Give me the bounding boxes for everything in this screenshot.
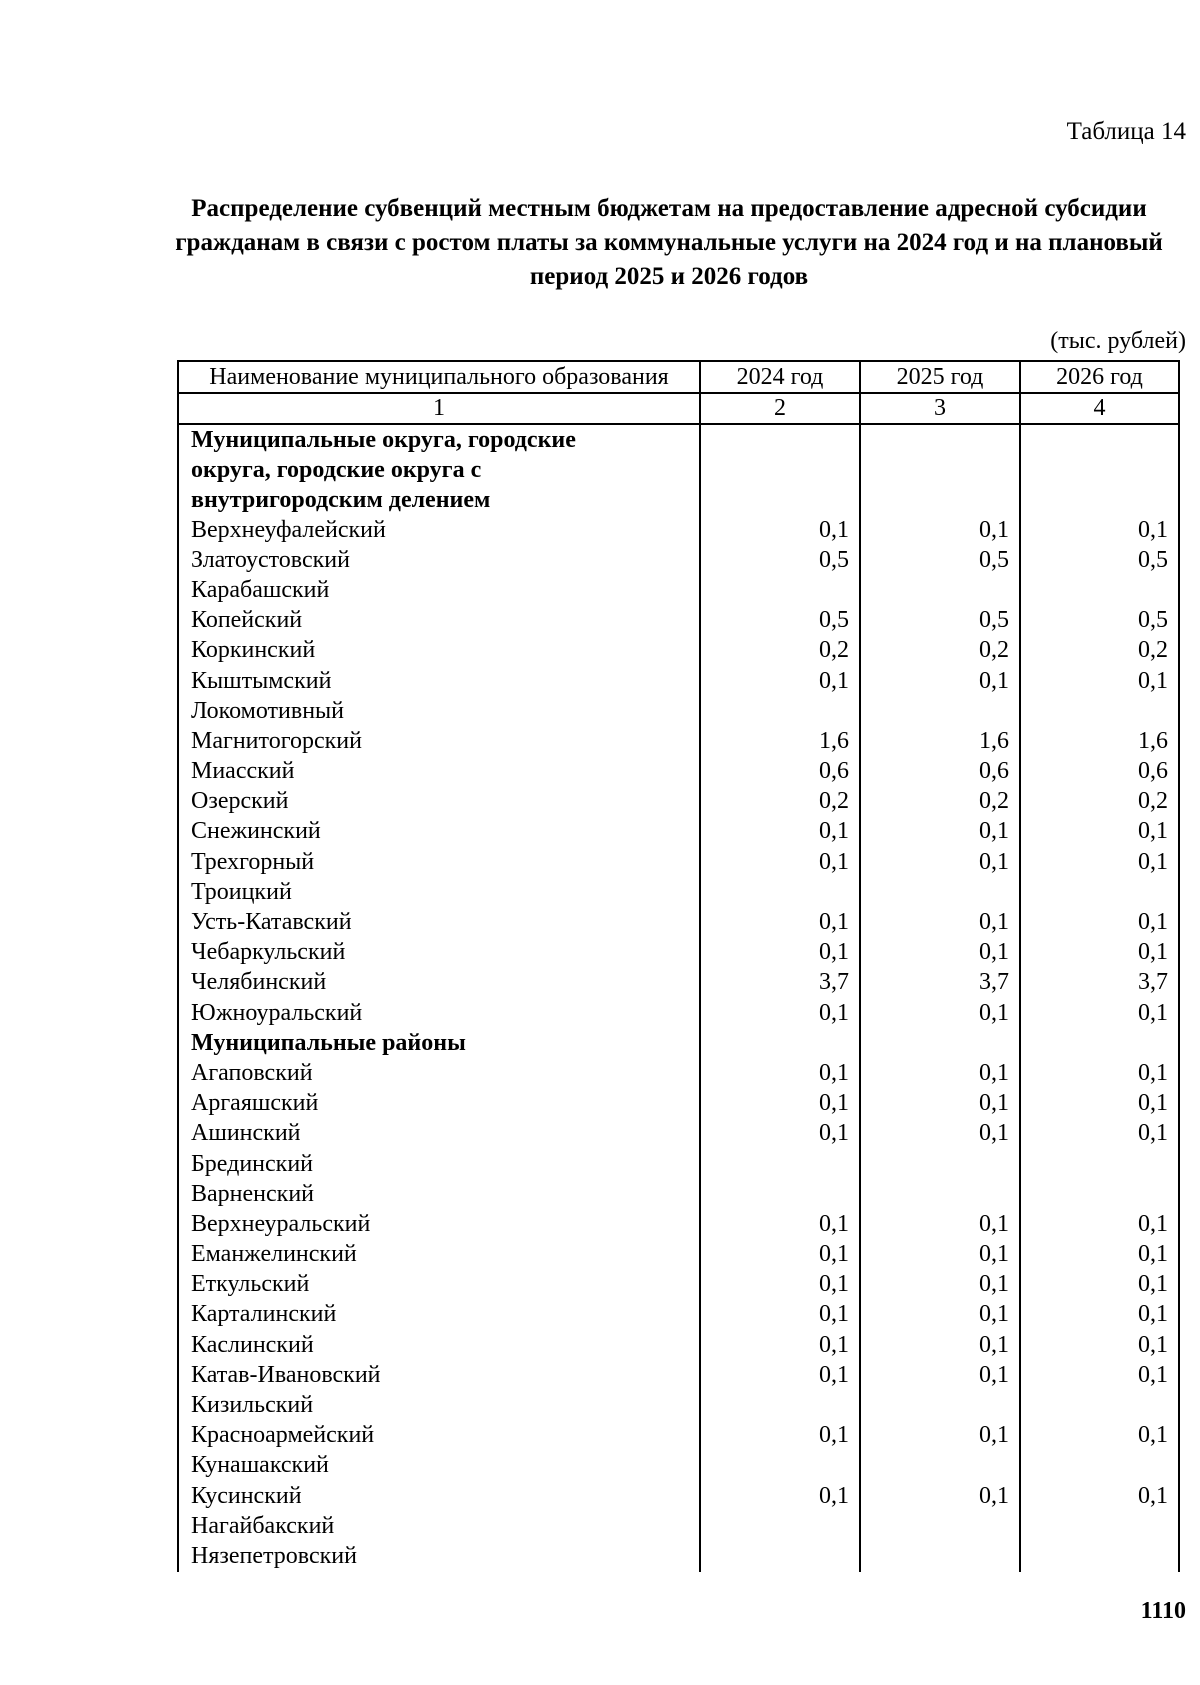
- value-2026: 0,1: [1020, 1361, 1179, 1391]
- value-2026: 0,1: [1020, 1482, 1179, 1512]
- value-2025: [860, 1391, 1020, 1421]
- value-2026: 0,1: [1020, 817, 1179, 847]
- value-2025: 0,1: [860, 1119, 1020, 1149]
- group-heading-row: [178, 1029, 1179, 1059]
- value-2024: [700, 1391, 860, 1421]
- value-2026: [1020, 1391, 1179, 1421]
- value-2025: 0,1: [860, 1059, 1020, 1089]
- value-2026: 0,6: [1020, 757, 1179, 787]
- value-2026: 0,1: [1020, 1270, 1179, 1300]
- table-row: [178, 1119, 1179, 1149]
- municipality-name: Кизильский: [178, 1391, 700, 1421]
- value-2026: [1020, 1150, 1179, 1180]
- municipality-name: Миасский: [178, 757, 700, 787]
- value-2024: 0,1: [700, 1240, 860, 1270]
- table-row: [178, 546, 1179, 576]
- value-2025: 0,1: [860, 999, 1020, 1029]
- table-header: [178, 361, 1179, 424]
- value-2026: 0,1: [1020, 908, 1179, 938]
- value-2026: 0,5: [1020, 546, 1179, 576]
- value-2025: 0,5: [860, 546, 1020, 576]
- value-2024: 0,1: [700, 817, 860, 847]
- value-2026: 0,1: [1020, 1421, 1179, 1451]
- value-2024: 0,1: [700, 1421, 860, 1451]
- table-row: [178, 817, 1179, 847]
- table-row: [178, 1391, 1179, 1421]
- municipality-name: Кунашакский: [178, 1451, 700, 1481]
- value-2024: 0,1: [700, 938, 860, 968]
- table-row: [178, 999, 1179, 1029]
- value-2025: 0,1: [860, 1331, 1020, 1361]
- value-2026: 0,1: [1020, 516, 1179, 546]
- municipality-name: Озерский: [178, 787, 700, 817]
- value-2025: [860, 1512, 1020, 1542]
- value-2024: 0,1: [700, 1089, 860, 1119]
- table-row: [178, 697, 1179, 727]
- municipality-name: Кусинский: [178, 1482, 700, 1512]
- column-header-2024: 2024 год: [700, 361, 860, 393]
- column-number-4: 4: [1020, 393, 1179, 424]
- municipality-name: Аргаяшский: [178, 1089, 700, 1119]
- group-heading-municipal-areas: Муниципальные районы: [178, 1029, 700, 1059]
- municipality-name: Еткульский: [178, 1270, 700, 1300]
- value-2024: 0,6: [700, 757, 860, 787]
- value-2026: [1020, 1180, 1179, 1210]
- value-2024: 0,5: [700, 546, 860, 576]
- value-2026: 0,1: [1020, 1300, 1179, 1330]
- value-2025: [860, 1180, 1020, 1210]
- column-number-row: [178, 393, 1179, 424]
- column-header-2026: 2026 год: [1020, 361, 1179, 393]
- value-2024: [700, 1451, 860, 1481]
- value-2024: 0,1: [700, 1119, 860, 1149]
- value-2025: [860, 1150, 1020, 1180]
- value-2025: 0,5: [860, 606, 1020, 636]
- value-2026: 0,1: [1020, 1210, 1179, 1240]
- municipality-name: Нагайбакский: [178, 1512, 700, 1542]
- value-2024: 0,1: [700, 516, 860, 546]
- group-heading-row: [178, 424, 1179, 516]
- value-2024: 0,1: [700, 999, 860, 1029]
- value-2025: [860, 576, 1020, 606]
- table-row: [178, 1421, 1179, 1451]
- value-2025: 0,1: [860, 1482, 1020, 1512]
- table-row: [178, 1240, 1179, 1270]
- municipality-name: Варненский: [178, 1180, 700, 1210]
- value-2024: 1,6: [700, 727, 860, 757]
- value-2026: 0,1: [1020, 999, 1179, 1029]
- value-2024: [700, 697, 860, 727]
- municipality-name: Агаповский: [178, 1059, 700, 1089]
- table-row: [178, 878, 1179, 908]
- value-2026: 0,1: [1020, 848, 1179, 878]
- value-2024: 0,1: [700, 1210, 860, 1240]
- municipality-name: Карабашский: [178, 576, 700, 606]
- value-2025: 0,2: [860, 636, 1020, 666]
- table-row: [178, 1512, 1179, 1542]
- value-2026: 0,1: [1020, 1059, 1179, 1089]
- value-2024: 0,2: [700, 787, 860, 817]
- table-row: [178, 1089, 1179, 1119]
- table-row: [178, 848, 1179, 878]
- value-2025: 0,1: [860, 1421, 1020, 1451]
- table-row: [178, 727, 1179, 757]
- value-2026: 3,7: [1020, 968, 1179, 998]
- value-2025: 0,1: [860, 516, 1020, 546]
- table-row: [178, 1331, 1179, 1361]
- value-2026: [1020, 576, 1179, 606]
- value-2026: 0,1: [1020, 1331, 1179, 1361]
- value-2025: 0,1: [860, 1240, 1020, 1270]
- value-2024: 0,1: [700, 1300, 860, 1330]
- value-2024: 0,1: [700, 1361, 860, 1391]
- value-2025: 0,1: [860, 908, 1020, 938]
- value-2026: 0,1: [1020, 1119, 1179, 1149]
- value-2024: 3,7: [700, 968, 860, 998]
- value-2024: [700, 1150, 860, 1180]
- municipality-name: Верхнеуфалейский: [178, 516, 700, 546]
- municipality-name: Усть-Катавский: [178, 908, 700, 938]
- table-row: [178, 516, 1179, 546]
- value-2024: 0,1: [700, 667, 860, 697]
- municipality-name: Красноармейский: [178, 1421, 700, 1451]
- value-2026: 0,1: [1020, 938, 1179, 968]
- value-2026: 0,1: [1020, 1240, 1179, 1270]
- value-2026: 0,2: [1020, 787, 1179, 817]
- value-2025: 0,2: [860, 787, 1020, 817]
- municipality-name: Локомотивный: [178, 697, 700, 727]
- table-row: [178, 1270, 1179, 1300]
- value-2025: 0,1: [860, 1210, 1020, 1240]
- header-row: [178, 361, 1179, 393]
- table-row: [178, 1361, 1179, 1391]
- value-2025: [860, 878, 1020, 908]
- value-2024: [700, 1180, 860, 1210]
- value-2026: 0,5: [1020, 606, 1179, 636]
- table-row: [178, 576, 1179, 606]
- value-2025: 0,1: [860, 1270, 1020, 1300]
- value-2025: 3,7: [860, 968, 1020, 998]
- table-body: [178, 424, 1179, 1572]
- value-2025: 0,1: [860, 938, 1020, 968]
- table-row: [178, 1451, 1179, 1481]
- municipality-name: Снежинский: [178, 817, 700, 847]
- municipality-name: Коркинский: [178, 636, 700, 666]
- municipality-name: Трехгорный: [178, 848, 700, 878]
- table-row: [178, 1210, 1179, 1240]
- page-number: 1110: [1140, 1598, 1186, 1624]
- municipality-name: Катав-Ивановский: [178, 1361, 700, 1391]
- municipality-name: Нязепетровский: [178, 1542, 700, 1572]
- municipality-name: Брединский: [178, 1150, 700, 1180]
- municipality-name: Магнитогорский: [178, 727, 700, 757]
- value-2026: [1020, 697, 1179, 727]
- municipality-name: Челябинский: [178, 968, 700, 998]
- value-2026: 1,6: [1020, 727, 1179, 757]
- table-row: [178, 787, 1179, 817]
- municipality-name: Еманжелинский: [178, 1240, 700, 1270]
- table-row: [178, 1180, 1179, 1210]
- value-2025: [860, 1542, 1020, 1572]
- municipality-name: Южноуральский: [178, 999, 700, 1029]
- municipality-name: Кыштымский: [178, 667, 700, 697]
- value-2026: [1020, 1512, 1179, 1542]
- value-2026: [1020, 1542, 1179, 1572]
- value-2024: 0,1: [700, 1482, 860, 1512]
- table-row: [178, 757, 1179, 787]
- value-2026: 0,2: [1020, 636, 1179, 666]
- value-2024: 0,5: [700, 606, 860, 636]
- value-2026: [1020, 878, 1179, 908]
- table-row: [178, 938, 1179, 968]
- value-2024: 0,1: [700, 1331, 860, 1361]
- value-2024: [700, 576, 860, 606]
- units-label: (тыс. рублей): [1050, 328, 1186, 354]
- table-row: [178, 606, 1179, 636]
- table-row: [178, 636, 1179, 666]
- municipality-name: Златоустовский: [178, 546, 700, 576]
- column-header-2025: 2025 год: [860, 361, 1020, 393]
- table-row: [178, 1150, 1179, 1180]
- value-2025: 0,6: [860, 757, 1020, 787]
- table-row: [178, 908, 1179, 938]
- municipality-name: Верхнеуральский: [178, 1210, 700, 1240]
- document-title: Распределение субвенций местным бюджетам на предоставление адресной субсидии гражданам в связи с ростом платы за коммунальные услуги на 2024 год и на плановый период 2025 и 2026 годов: [175, 195, 1163, 290]
- value-2024: 0,1: [700, 1059, 860, 1089]
- table-row: [178, 968, 1179, 998]
- table-label: Таблица 14: [1066, 118, 1186, 145]
- value-2024: [700, 878, 860, 908]
- value-2026: 0,1: [1020, 667, 1179, 697]
- column-header-name: Наименование муниципального образования: [178, 361, 700, 393]
- value-2025: [860, 697, 1020, 727]
- value-2026: [1020, 1451, 1179, 1481]
- municipality-name: Чебаркульский: [178, 938, 700, 968]
- table-row: [178, 1300, 1179, 1330]
- group-heading-municipal-districts: Муниципальные округа, городские округа, городские округа с внутригородским делением: [178, 424, 700, 516]
- column-number-3: 3: [860, 393, 1020, 424]
- value-2024: 0,2: [700, 636, 860, 666]
- value-2024: 0,1: [700, 848, 860, 878]
- table-row: [178, 1059, 1179, 1089]
- table-row: [178, 667, 1179, 697]
- value-2025: [860, 1451, 1020, 1481]
- value-2025: 0,1: [860, 667, 1020, 697]
- table-row: [178, 1542, 1179, 1572]
- column-number-2: 2: [700, 393, 860, 424]
- municipality-name: Карталинский: [178, 1300, 700, 1330]
- value-2025: 0,1: [860, 1361, 1020, 1391]
- value-2025: 0,1: [860, 1089, 1020, 1119]
- subsidy-table: [177, 360, 1180, 1572]
- value-2024: [700, 1512, 860, 1542]
- column-number-1: 1: [178, 393, 700, 424]
- value-2024: 0,1: [700, 908, 860, 938]
- value-2026: 0,1: [1020, 1089, 1179, 1119]
- value-2025: 1,6: [860, 727, 1020, 757]
- table-row: [178, 1482, 1179, 1512]
- value-2024: 0,1: [700, 1270, 860, 1300]
- value-2024: [700, 1542, 860, 1572]
- value-2025: 0,1: [860, 817, 1020, 847]
- value-2025: 0,1: [860, 848, 1020, 878]
- value-2025: 0,1: [860, 1300, 1020, 1330]
- municipality-name: Каслинский: [178, 1331, 700, 1361]
- municipality-name: Троицкий: [178, 878, 700, 908]
- municipality-name: Копейский: [178, 606, 700, 636]
- municipality-name: Ашинский: [178, 1119, 700, 1149]
